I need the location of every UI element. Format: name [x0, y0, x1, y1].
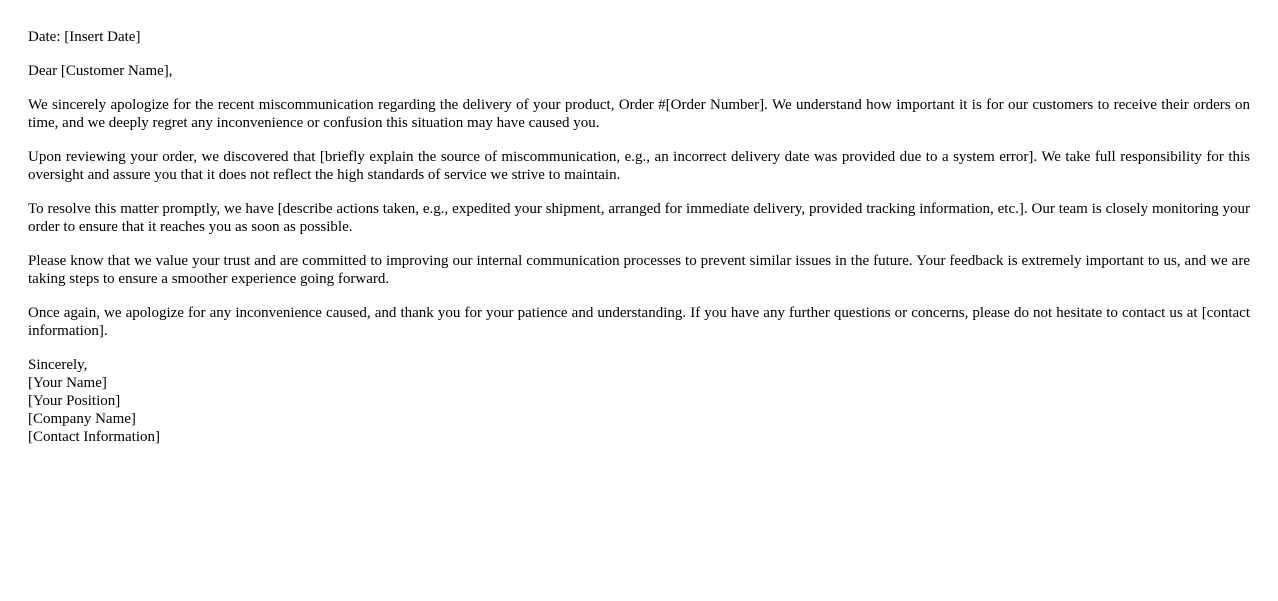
signature-position: [Your Position] — [28, 393, 121, 409]
paragraph-resolution: To resolve this matter promptly, we have [describe actions taken, e.g., expedited your shipment, arranged for immediate delivery, provided tracking information, etc.]. Our team is closely monitoring your order to ensure that it reaches you as soon as possible. — [28, 201, 1250, 235]
paragraph-explanation: Upon reviewing your order, we discovered that [briefly explain the source of miscommunication, e.g., an incorrect delivery date was provided due to a system error]. We take full responsibility for this oversight and assure you that it does not reflect the high standards of service we strive to maintain. — [28, 149, 1250, 183]
signature-contact: [Contact Information] — [28, 429, 161, 445]
date-line: Date: [Insert Date] — [28, 29, 141, 45]
signature-company: [Company Name] — [28, 411, 136, 427]
paragraph-apology: We sincerely apologize for the recent miscommunication regarding the delivery of your product, Order #[Order Number]. We understand how important it is for our customers to receive their orders on time, and we deeply regret any inconvenience or confusion this situation may have caused you. — [28, 97, 1250, 131]
closing-word: Sincerely, — [28, 357, 88, 373]
paragraph-closing: Once again, we apologize for any inconvenience caused, and thank you for your patience and understanding. If you have any further questions or concerns, please do not hesitate to contact us at [contact information]. — [28, 305, 1250, 339]
paragraph-commitment: Please know that we value your trust and are committed to improving our internal communication processes to prevent similar issues in the future. Your feedback is extremely important to us, and we are taking steps to ensure a smoother experience going forward. — [28, 253, 1250, 287]
salutation: Dear [Customer Name], — [28, 63, 173, 79]
signature-block — [28, 356, 1250, 446]
signature-name: [Your Name] — [28, 375, 107, 391]
